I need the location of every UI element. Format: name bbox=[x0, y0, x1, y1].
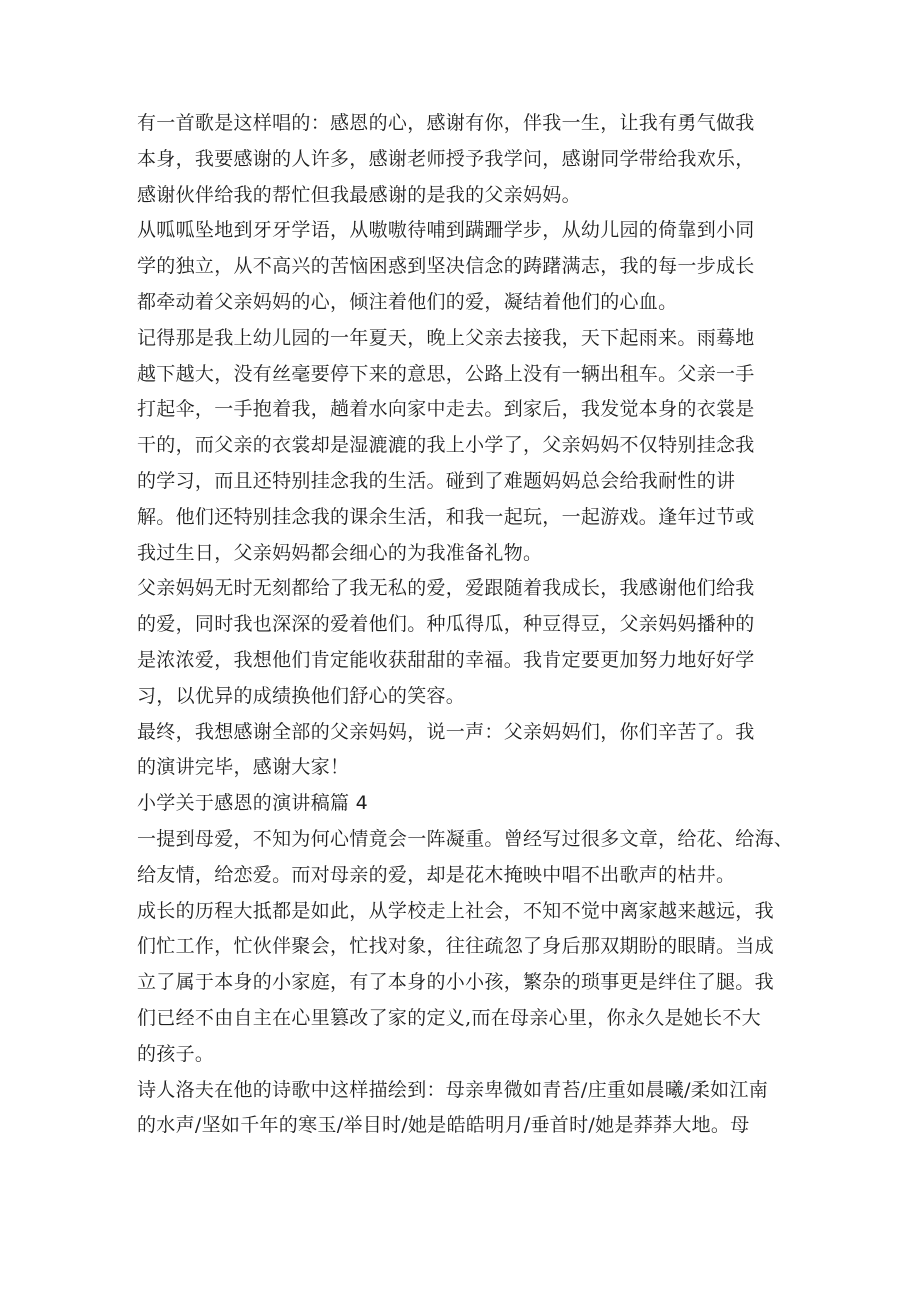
text-line: 记得那是我上幼儿园的一年夏天，晚上父亲去接我，天下起雨来。雨蓦地 bbox=[137, 326, 755, 349]
text-line: 从呱呱坠地到牙牙学语，从嗷嗷待哺到蹒跚学步，从幼儿园的倚靠到小同 bbox=[137, 219, 755, 242]
text-line: 一提到母爱，不知为何心情竟会一阵凝重。曾经写过很多文章，给花、给海、 bbox=[137, 827, 794, 850]
text-line: 立了属于本身的小家庭，有了本身的小小孩，繁杂的琐事更是绊住了腿。我 bbox=[137, 971, 774, 994]
text-line: 感谢伙伴给我的帮忙但我最感谢的是我的父亲妈妈。 bbox=[137, 183, 581, 206]
text-line: 的水声/坚如千年的寒玉/举目时/她是皓皓明月/垂首时/她是莽莽大地。母 bbox=[137, 1114, 750, 1137]
text-line: 打起伞，一手抱着我，趟着水向家中走去。到家后，我发觉本身的衣裳是 bbox=[137, 398, 755, 421]
text-line: 最终，我想感谢全部的父亲妈妈，说一声：父亲妈妈们，你们辛苦了。我 bbox=[137, 720, 755, 743]
text-line: 们忙工作，忙伙伴聚会，忙找对象，往往疏忽了身后那双期盼的眼睛。当成 bbox=[137, 935, 774, 958]
text-line: 解。他们还特别挂念我的课余生活，和我一起玩，一起游戏。逢年过节或 bbox=[137, 505, 755, 528]
text-line: 的学习，而且还特别挂念我的生活。碰到了难题妈妈总会给我耐性的讲 bbox=[137, 469, 736, 492]
text-line: 是浓浓爱，我想他们肯定能收获甜甜的幸福。我肯定要更加努力地好好学 bbox=[137, 648, 755, 671]
text-line: 都牵动着父亲妈妈的心，倾注着他们的爱，凝结着他们的心血。 bbox=[137, 290, 678, 313]
text-line: 的爱，同时我也深深的爱着他们。种瓜得瓜，种豆得豆，父亲妈妈播种的 bbox=[137, 613, 755, 636]
text-line: 诗人洛夫在他的诗歌中这样描绘到：母亲卑微如青苔/庄重如晨曦/柔如江南 bbox=[137, 1078, 769, 1101]
text-line: 我过生日，父亲妈妈都会细心的为我准备礼物。 bbox=[137, 541, 543, 564]
text-line: 的演讲完毕，感谢大家！ bbox=[137, 756, 350, 779]
text-line: 父亲妈妈无时无刻都给了我无私的爱，爱跟随着我成长，我感谢他们给我 bbox=[137, 577, 755, 600]
text-line: 干的，而父亲的衣裳却是湿漉漉的我上小学了，父亲妈妈不仅特别挂念我 bbox=[137, 434, 755, 457]
text-line: 习，以优异的成绩换他们舒心的笑容。 bbox=[137, 684, 466, 707]
text-line: 们已经不由自主在心里篡改了家的定义,而在母亲心里，你永久是她长不大 bbox=[137, 1006, 761, 1029]
document-body bbox=[137, 106, 797, 1144]
text-line: 有一首歌是这样唱的：感恩的心，感谢有你，伴我一生，让我有勇气做我 bbox=[137, 112, 755, 134]
text-line: 学的独立，从不高兴的苦恼困惑到坚决信念的踌躇满志，我的每一步成长 bbox=[137, 255, 755, 278]
text-line: 给友情，给恋爱。而对母亲的爱，却是花木掩映中唱不出歌声的枯井。 bbox=[137, 863, 736, 886]
text-line: 本身，我要感谢的人许多，感谢老师授予我学问，感谢同学带给我欢乐， bbox=[137, 147, 755, 170]
text-line: 成长的历程大抵都是如此，从学校走上社会，不知不觉中离家越来越远，我 bbox=[137, 899, 774, 922]
text-line: 越下越大，没有丝毫要停下来的意思，公路上没有一辆出租车。父亲一手 bbox=[137, 362, 755, 385]
section-heading: 小学关于感恩的演讲稿篇 4 bbox=[137, 792, 369, 815]
text-line: 的孩子。 bbox=[137, 1042, 215, 1065]
